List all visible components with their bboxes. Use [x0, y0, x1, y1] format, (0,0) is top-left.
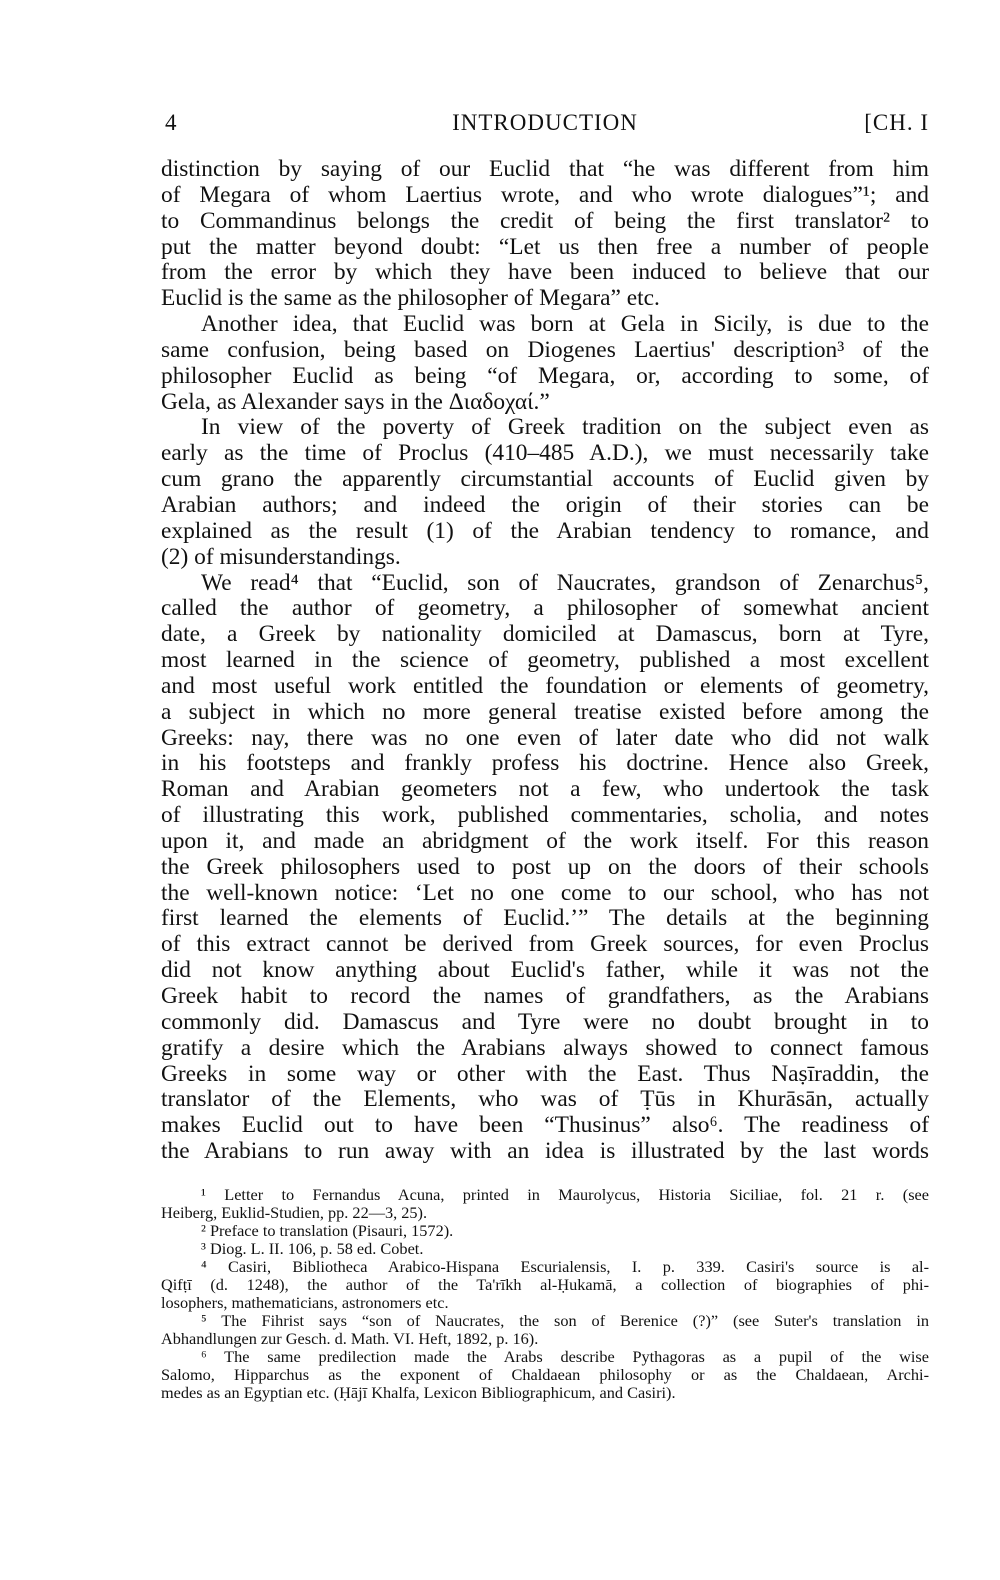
- text-line: We read⁴ that “Euclid, son of Naucrates, grandson of Zenarchus⁵,: [201, 569, 929, 596]
- footnote-line: Qifṭī (d. 1248), the author of the Ta'rīkh al-Ḥukamā, a collection of biographies of phi-: [161, 1275, 929, 1294]
- footnote-line: medes as an Egyptian etc. (Ḥājī Khalfa, Lexicon Bibliographicum, and Casiri).: [161, 1383, 676, 1402]
- text-line: (2) of misunderstandings.: [161, 543, 401, 570]
- text-line: of this extract cannot be derived from Greek sources, for even Proclus: [161, 931, 929, 958]
- text-line: Another idea, that Euclid was born at Gela in Sicily, is due to the: [201, 311, 929, 338]
- footnote-line: ² Preface to translation (Pisauri, 1572).: [201, 1221, 454, 1240]
- footnote-line: ¹ Letter to Fernandus Acuna, printed in Maurolycus, Historia Siciliae, fol. 21 r. (see: [201, 1185, 929, 1204]
- text-line: the Arabians to run away with an idea is illustrated by the last words: [161, 1138, 929, 1165]
- footnote-line: Heiberg, Euklid-Studien, pp. 22—3, 25).: [161, 1203, 428, 1222]
- text-line: same confusion, being based on Diogenes Laertius' description³ of the: [161, 336, 929, 363]
- text-line: of Megara of whom Laertius wrote, and who wrote dialogues”¹; and: [161, 181, 929, 208]
- footnote-line: ⁶ The same predilection made the Arabs describe Pythagoras as a pupil of the wise: [201, 1347, 929, 1366]
- text-line: Gela, as Alexander says in the Διαδοχαί.”: [161, 388, 550, 415]
- text-line: Greek habit to record the names of grandfathers, as the Arabians: [161, 983, 929, 1009]
- text-line: Arabian authors; and indeed the origin of their stories can be: [161, 491, 929, 518]
- text-line: early as the time of Proclus (410–485 A.D.), we must necessarily take: [161, 440, 929, 467]
- footnote-line: losophers, mathematicians, astronomers etc.: [161, 1293, 449, 1312]
- text-line: did not know anything about Euclid's father, while it was not the: [161, 957, 929, 984]
- running-header: [161, 106, 929, 140]
- footnote-line: ³ Diog. L. II. 106, p. 58 ed. Cobet.: [201, 1239, 424, 1258]
- running-title: INTRODUCTION: [452, 110, 638, 135]
- text-line: explained as the result (1) of the Arabian tendency to romance, and: [161, 517, 929, 544]
- text-line: called the author of geometry, a philosopher of somewhat ancient: [161, 595, 929, 622]
- footnotes: [161, 1186, 929, 1402]
- footnote-line: Salomo, Hipparchus as the exponent of Chaldaean philosophy or as the Chaldaean, Archi-: [161, 1365, 929, 1384]
- text-line: Greeks: nay, there was no one even of later date who did not walk: [161, 724, 929, 751]
- text-line: of illustrating this work, published commentaries, scholia, and notes: [161, 802, 929, 829]
- text-line: a subject in which no more general treatise existed before among the: [161, 698, 929, 725]
- text-line: to Commandinus belongs the credit of being the first translator² to: [161, 207, 929, 234]
- text-line: from the error by which they have been induced to believe that our: [161, 259, 929, 286]
- text-line: the well-known notice: ‘Let no one come to our school, who has not: [161, 879, 929, 906]
- text-line: first learned the elements of Euclid.’” The details at the beginning: [161, 905, 929, 932]
- text-line: and most useful work entitled the foundation or elements of geometry,: [161, 672, 929, 699]
- text-line: Euclid is the same as the philosopher of Megara” etc.: [161, 285, 660, 312]
- page-number: 4: [165, 110, 177, 135]
- text-line: date, a Greek by nationality domiciled at Damascus, born at Tyre,: [161, 621, 929, 648]
- main-text: [161, 157, 929, 1165]
- text-line: translator of the Elements, who was of Ṭūs in Khurāsān, actually: [161, 1086, 929, 1113]
- footnote-line: ⁵ The Fihrist says “son of Naucrates, the son of Berenice (?)” (see Suter's translation in: [201, 1311, 929, 1330]
- text-line: cum grano the apparently circumstantial accounts of Euclid given by: [161, 466, 929, 493]
- chapter-marker: [CH. I: [864, 110, 929, 135]
- text-line: philosopher Euclid as being “of Megara, or, according to some, of: [161, 362, 929, 389]
- text-line: the Greek philosophers used to post up on the doors of their schools: [161, 853, 929, 880]
- footnote-line: ⁴ Casiri, Bibliotheca Arabico-Hispana Escurialensis, I. p. 339. Casiri's source is al-: [201, 1257, 929, 1276]
- text-line: put the matter beyond doubt: “Let us then free a number of people: [161, 233, 929, 260]
- text-line: in his footsteps and frankly profess his doctrine. Hence also Greek,: [161, 750, 929, 777]
- text-line: upon it, and made an abridgment of the work itself. For this reason: [161, 827, 929, 854]
- text-line: Roman and Arabian geometers not a few, who undertook the task: [161, 776, 929, 803]
- footnote-line: Abhandlungen zur Gesch. d. Math. VI. Heft, 1892, p. 16).: [161, 1329, 539, 1348]
- text-line: distinction by saying of our Euclid that “he was different from him: [161, 156, 929, 182]
- text-line: most learned in the science of geometry, published a most excellent: [161, 647, 929, 674]
- text-line: gratify a desire which the Arabians always showed to connect famous: [161, 1034, 929, 1061]
- text-line: commonly did. Damascus and Tyre were no doubt brought in to: [161, 1008, 929, 1035]
- text-line: makes Euclid out to have been “Thusinus” also⁶. The readiness of: [161, 1112, 929, 1139]
- text-line: Greeks in some way or other with the East. Thus Naṣīraddin, the: [161, 1060, 929, 1087]
- text-line: In view of the poverty of Greek tradition on the subject even as: [201, 414, 929, 441]
